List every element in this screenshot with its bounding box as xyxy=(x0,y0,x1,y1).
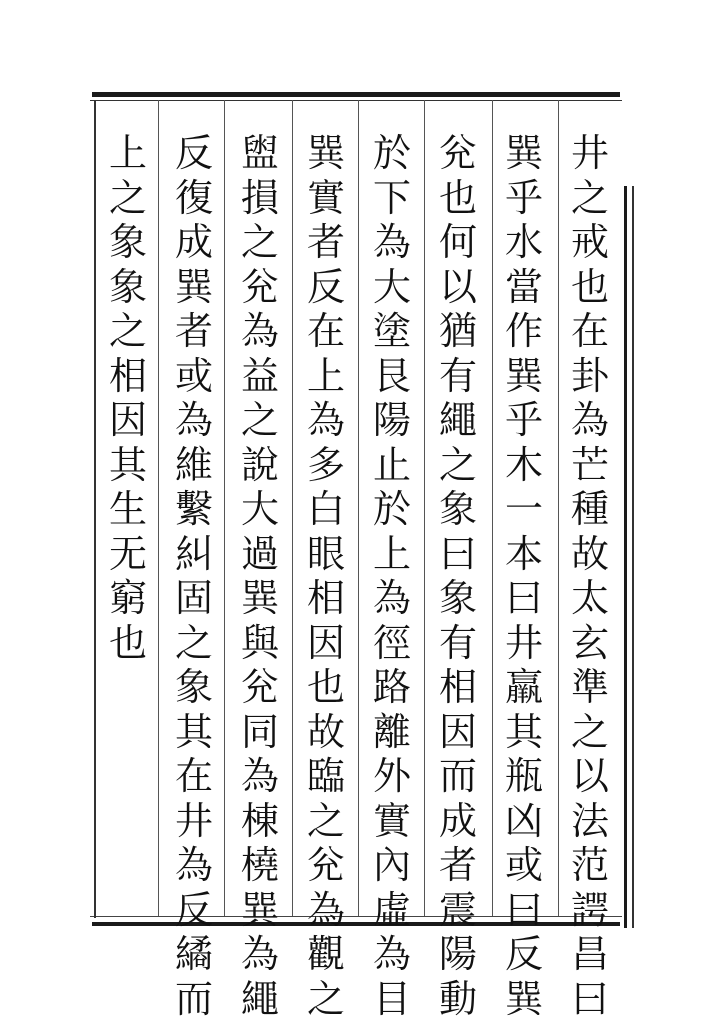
glyph: 固 xyxy=(174,576,213,620)
column-divider xyxy=(558,100,559,916)
glyph: 觀 xyxy=(306,932,345,976)
glyph: 之 xyxy=(306,976,345,1021)
glyph: 木 xyxy=(504,442,543,487)
text-column-1 xyxy=(562,131,618,1024)
frame-right-rule xyxy=(624,186,627,928)
glyph: 象 xyxy=(108,264,147,309)
glyph: 象 xyxy=(438,576,477,620)
glyph: 或 xyxy=(504,843,543,887)
glyph: 糾 xyxy=(174,531,213,576)
glyph: 水 xyxy=(504,220,543,264)
glyph: 大 xyxy=(372,264,411,309)
glyph: 无 xyxy=(108,531,147,576)
glyph: 繫 xyxy=(174,487,213,531)
glyph: 曰 xyxy=(570,976,609,1021)
glyph: 象 xyxy=(438,487,477,531)
glyph: 諤 xyxy=(570,887,609,932)
glyph: 巽 xyxy=(306,131,345,175)
glyph: 而 xyxy=(174,976,213,1021)
glyph: 乎 xyxy=(504,398,543,442)
glyph: 眼 xyxy=(306,531,345,576)
glyph: 上 xyxy=(108,131,147,175)
column-divider xyxy=(224,100,225,916)
glyph: 反 xyxy=(174,131,213,175)
glyph: 大 xyxy=(240,487,279,531)
glyph: 之 xyxy=(240,220,279,264)
glyph: 為 xyxy=(174,843,213,887)
glyph: 在 xyxy=(570,309,609,353)
glyph: 也 xyxy=(570,264,609,309)
glyph: 也 xyxy=(108,620,147,665)
glyph: 實 xyxy=(372,798,411,843)
glyph: 上 xyxy=(372,531,411,576)
glyph: 巽 xyxy=(240,887,279,932)
glyph: 為 xyxy=(240,309,279,353)
glyph: 為 xyxy=(306,398,345,442)
frame-top-rule xyxy=(92,92,620,97)
glyph: 猶 xyxy=(438,309,477,353)
frame-top-inner-rule xyxy=(90,100,622,101)
glyph: 於 xyxy=(372,487,411,531)
glyph: 實 xyxy=(306,175,345,220)
glyph: 棟 xyxy=(240,798,279,843)
glyph: 艮 xyxy=(372,353,411,398)
glyph: 橈 xyxy=(240,843,279,887)
text-column-4 xyxy=(364,131,420,1024)
glyph: 為 xyxy=(240,754,279,798)
glyph: 繘 xyxy=(174,932,213,976)
glyph: 因 xyxy=(108,398,147,442)
glyph: 繩 xyxy=(438,398,477,442)
glyph: 內 xyxy=(372,843,411,887)
glyph: 多 xyxy=(306,442,345,487)
glyph: 其 xyxy=(108,442,147,487)
glyph: 也 xyxy=(306,665,345,709)
glyph: 陽 xyxy=(438,932,477,976)
glyph: 在 xyxy=(174,754,213,798)
column-divider xyxy=(158,100,159,916)
glyph: 塗 xyxy=(372,309,411,353)
glyph: 臨 xyxy=(306,754,345,798)
glyph: 其 xyxy=(504,709,543,754)
text-column-2 xyxy=(496,131,552,1024)
glyph: 何 xyxy=(438,220,477,264)
glyph: 井 xyxy=(504,620,543,665)
column-divider xyxy=(492,100,493,916)
glyph: 陽 xyxy=(372,398,411,442)
glyph: 路 xyxy=(372,665,411,709)
text-column-3 xyxy=(430,131,486,1024)
glyph: 凶 xyxy=(504,798,543,843)
glyph: 也 xyxy=(438,175,477,220)
glyph: 為 xyxy=(570,398,609,442)
glyph: 復 xyxy=(174,175,213,220)
glyph: 止 xyxy=(372,442,411,487)
text-column-7 xyxy=(166,131,222,1024)
glyph: 一 xyxy=(504,487,543,531)
glyph: 巽 xyxy=(240,576,279,620)
glyph: 同 xyxy=(240,709,279,754)
glyph: 虛 xyxy=(372,887,411,932)
column-divider xyxy=(292,100,293,916)
glyph: 巽 xyxy=(504,131,543,175)
glyph: 之 xyxy=(240,398,279,442)
glyph: 目 xyxy=(372,976,411,1021)
glyph: 下 xyxy=(372,175,411,220)
glyph: 象 xyxy=(174,665,213,709)
glyph: 曰 xyxy=(438,531,477,576)
glyph: 玄 xyxy=(570,620,609,665)
glyph: 上 xyxy=(306,353,345,398)
glyph: 故 xyxy=(570,531,609,576)
glyph: 離 xyxy=(372,709,411,754)
glyph: 反 xyxy=(306,264,345,309)
glyph: 外 xyxy=(372,754,411,798)
glyph: 窮 xyxy=(108,576,147,620)
glyph: 巽 xyxy=(504,976,543,1021)
glyph: 說 xyxy=(240,442,279,487)
glyph: 為 xyxy=(174,398,213,442)
glyph: 作 xyxy=(504,309,543,353)
glyph: 成 xyxy=(438,798,477,843)
glyph: 益 xyxy=(240,353,279,398)
glyph: 動 xyxy=(438,976,477,1021)
glyph: 巽 xyxy=(174,264,213,309)
glyph: 成 xyxy=(174,220,213,264)
glyph: 相 xyxy=(108,353,147,398)
glyph: 在 xyxy=(306,309,345,353)
glyph: 有 xyxy=(438,620,477,665)
glyph: 為 xyxy=(372,220,411,264)
glyph: 之 xyxy=(174,620,213,665)
glyph: 之 xyxy=(438,442,477,487)
column-divider xyxy=(358,100,359,916)
glyph: 芒 xyxy=(570,442,609,487)
glyph: 者 xyxy=(174,309,213,353)
glyph: 范 xyxy=(570,843,609,887)
glyph: 盥 xyxy=(240,131,279,175)
glyph: 損 xyxy=(240,175,279,220)
glyph: 當 xyxy=(504,264,543,309)
glyph: 之 xyxy=(306,798,345,843)
glyph: 反 xyxy=(174,887,213,932)
glyph: 為 xyxy=(240,932,279,976)
glyph: 者 xyxy=(438,843,477,887)
glyph: 者 xyxy=(306,220,345,264)
glyph: 羸 xyxy=(504,665,543,709)
glyph: 因 xyxy=(438,709,477,754)
glyph: 瓶 xyxy=(504,754,543,798)
glyph: 昌 xyxy=(570,932,609,976)
glyph: 象 xyxy=(108,220,147,264)
glyph: 為 xyxy=(306,887,345,932)
glyph: 過 xyxy=(240,531,279,576)
glyph: 有 xyxy=(438,353,477,398)
glyph: 曰 xyxy=(504,576,543,620)
glyph: 為 xyxy=(372,576,411,620)
text-column-8 xyxy=(100,131,156,668)
glyph: 井 xyxy=(174,798,213,843)
glyph: 法 xyxy=(570,798,609,843)
glyph: 以 xyxy=(570,754,609,798)
glyph: 卦 xyxy=(570,353,609,398)
frame-right-outer-rule xyxy=(632,186,634,928)
glyph: 繩 xyxy=(240,976,279,1021)
glyph: 相 xyxy=(438,665,477,709)
glyph: 乎 xyxy=(504,175,543,220)
column-divider xyxy=(424,100,425,916)
glyph: 於 xyxy=(372,131,411,175)
glyph: 曰 xyxy=(504,887,543,932)
glyph: 太 xyxy=(570,576,609,620)
glyph: 反 xyxy=(504,932,543,976)
glyph: 或 xyxy=(174,353,213,398)
glyph: 之 xyxy=(108,309,147,353)
glyph: 準 xyxy=(570,665,609,709)
glyph: 其 xyxy=(174,709,213,754)
glyph: 徑 xyxy=(372,620,411,665)
glyph: 之 xyxy=(570,175,609,220)
glyph: 為 xyxy=(372,932,411,976)
glyph: 戒 xyxy=(570,220,609,264)
text-column-6 xyxy=(232,131,288,1024)
glyph: 兊 xyxy=(306,843,345,887)
glyph: 兊 xyxy=(438,131,477,175)
glyph: 震 xyxy=(438,887,477,932)
text-column-5 xyxy=(298,131,354,1024)
glyph: 兊 xyxy=(240,264,279,309)
glyph: 本 xyxy=(504,531,543,576)
glyph: 生 xyxy=(108,487,147,531)
glyph: 之 xyxy=(108,175,147,220)
frame-left-rule xyxy=(94,100,96,918)
glyph: 而 xyxy=(438,754,477,798)
glyph: 白 xyxy=(306,487,345,531)
glyph: 井 xyxy=(570,131,609,175)
glyph: 因 xyxy=(306,620,345,665)
glyph: 故 xyxy=(306,709,345,754)
glyph: 種 xyxy=(570,487,609,531)
glyph: 兊 xyxy=(240,665,279,709)
glyph: 以 xyxy=(438,264,477,309)
glyph: 與 xyxy=(240,620,279,665)
glyph: 巽 xyxy=(504,353,543,398)
glyph: 相 xyxy=(306,576,345,620)
glyph: 之 xyxy=(570,709,609,754)
glyph: 維 xyxy=(174,442,213,487)
